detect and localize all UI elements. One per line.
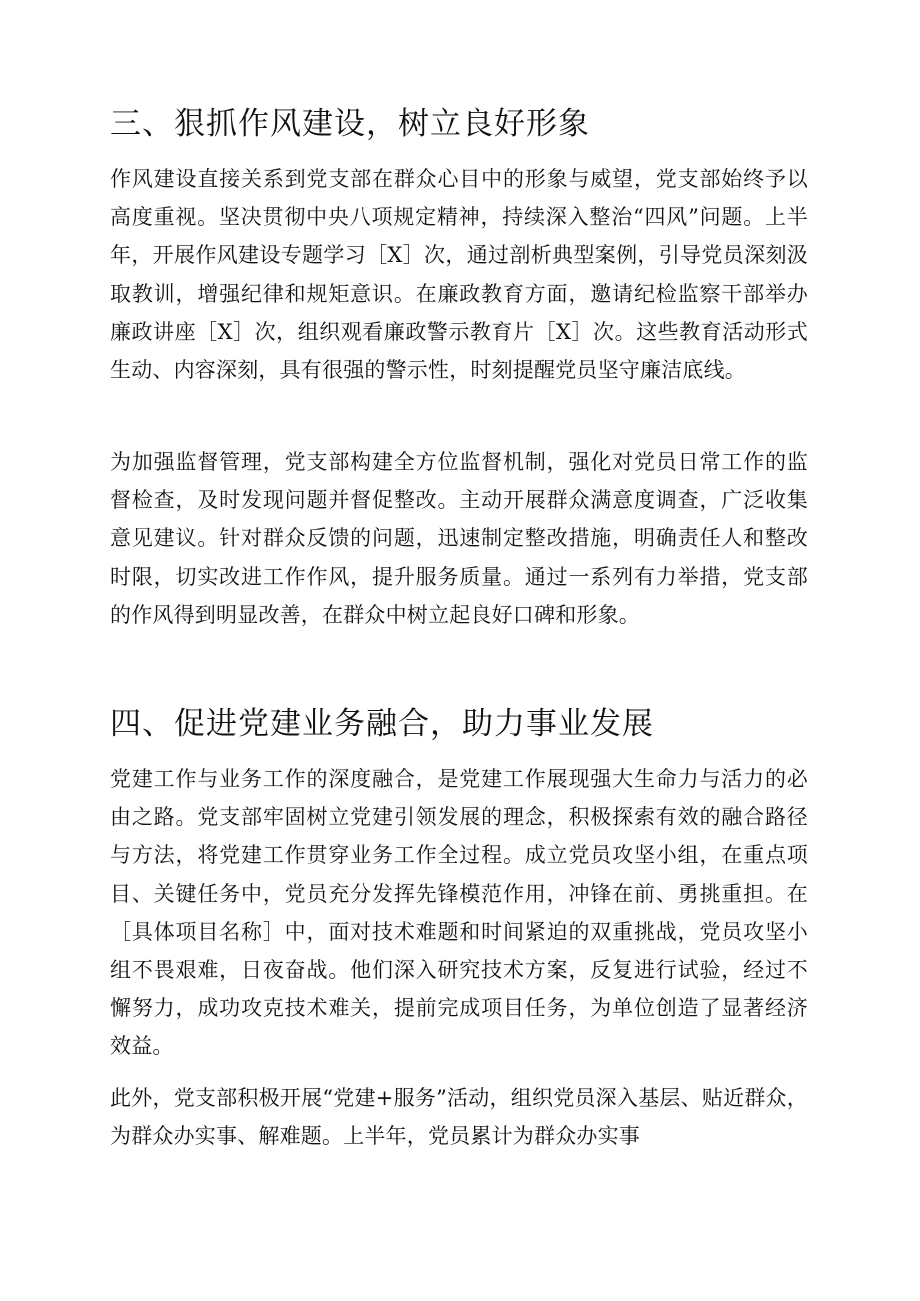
section-3-paragraph-1: 作风建设直接关系到党支部在群众心目中的形象与威望，党支部始终予以高度重视。坚决贯彻中央八项规定精神，持续深入整治“四风”问题。上半年，开展作风建设专题学习［X］次，通过剖析典型案例，引导党员深刻汲取教训，增强纪律和规矩意识。在廉政教育方面，邀请纪检监察干部举办廉政讲座［X］次，组织观看廉政警示教育片［X］次。这些教育活动形式生动、内容深刻，具有很强的警示性，时刻提醒党员坚守廉洁底线。 xyxy=(110,167,808,383)
section-heading-4: 四、促进党建业务融合，助力事业发展 xyxy=(110,706,654,742)
section-4-paragraph-1: 党建工作与业务工作的深度融合，是党建工作展现强大生命力与活力的必由之路。党支部牢固树立党建引领发展的理念，积极探索有效的融合路径与方法，将党建工作贯穿业务工作全过程。成立党员攻坚小组，在重点项目、关键任务中，党员充分发挥先锋模范作用，冲锋在前、勇挑重担。在［具体项目名称］中，面对技术难题和时间紧迫的双重挑战，党员攻坚小组不畏艰难，日夜奋战。他们深入研究技术方案，反复进行试验，经过不懈努力，成功攻克技术难关，提前完成项目任务，为单位创造了显著经济效益。 xyxy=(110,767,808,1059)
section-4-paragraph-2: 此外，党支部积极开展“党建+服务”活动，组织党员深入基层、贴近群众，为群众办实事、解难题。上半年，党员累计为群众办实事 xyxy=(110,1086,808,1149)
section-3-paragraph-2: 为加强监督管理，党支部构建全方位监督机制，强化对党员日常工作的监督检查，及时发现问题并督促整改。主动开展群众满意度调查，广泛收集意见建议。针对群众反馈的问题，迅速制定整改措施，明确责任人和整改时限，切实改进工作作风，提升服务质量。通过一系列有力举措，党支部的作风得到明显改善，在群众中树立起良好口碑和形象。 xyxy=(110,450,808,627)
section-heading-3: 三、狠抓作风建设，树立良好形象 xyxy=(110,106,590,142)
